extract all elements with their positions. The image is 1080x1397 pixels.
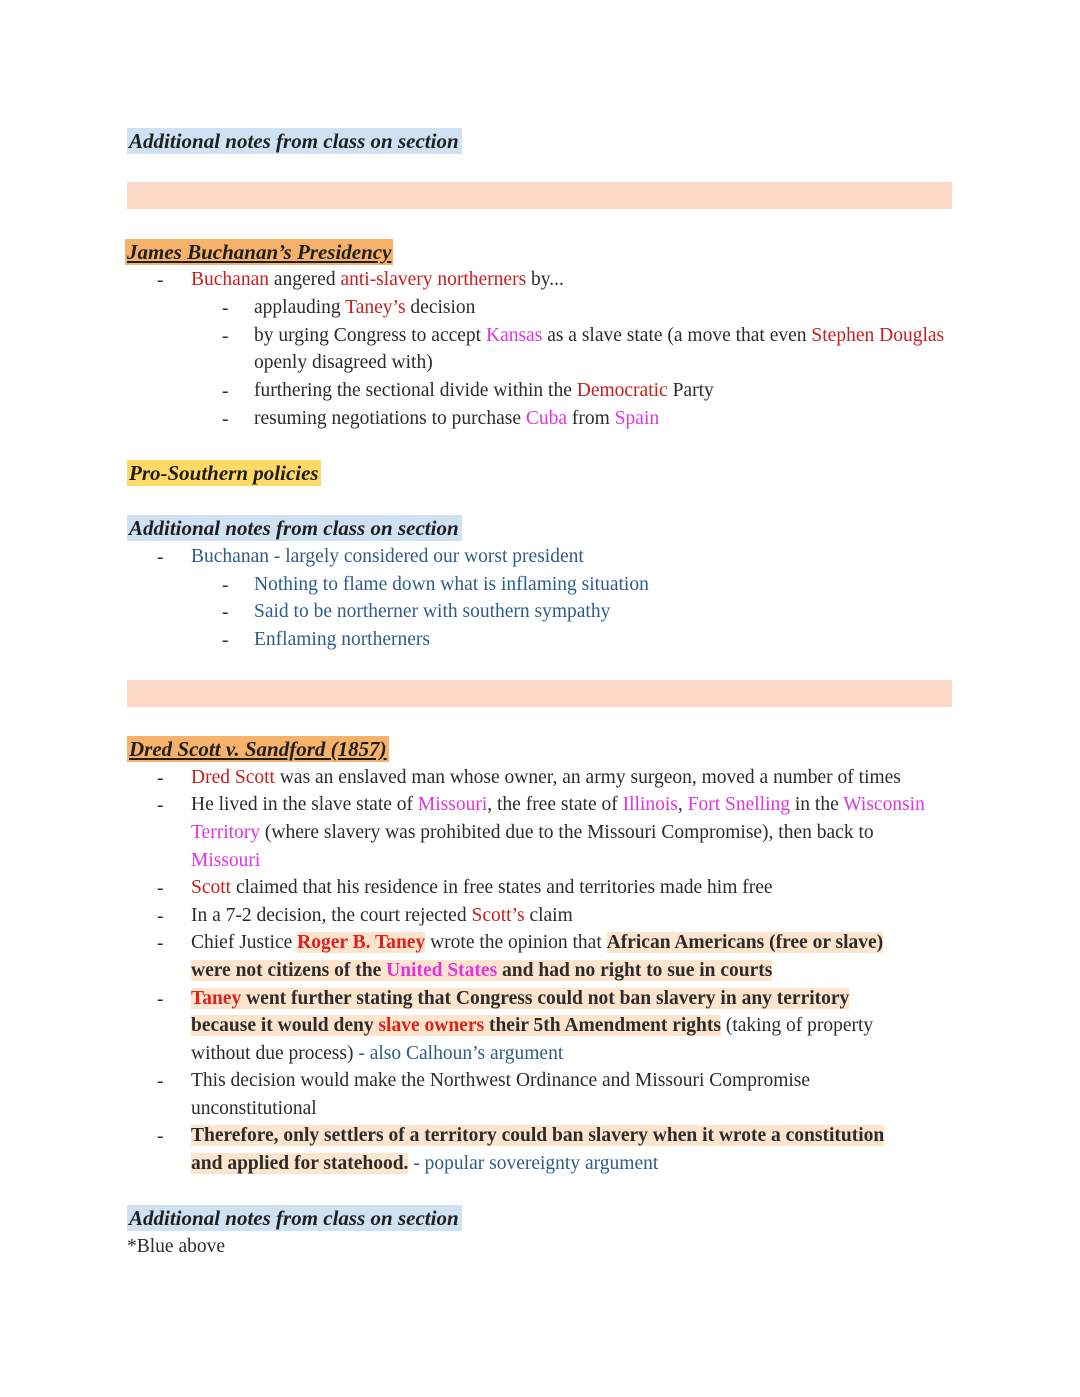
bullet-dash: - [222, 575, 229, 596]
class-note-1: Buchanan - largely considered our worst president [191, 546, 584, 567]
dred-bullet-8: Therefore, only settlers of a territory could ban slavery when it wrote a constitution [191, 1125, 885, 1146]
buchanan-sub-3: furthering the sectional divide within the Democratic Party [254, 380, 714, 401]
bullet-dash: - [157, 270, 164, 291]
dred-bullet-1: Dred Scott was an enslaved man whose owner, an army surgeon, moved a number of times [191, 767, 901, 788]
bullet-dash: - [157, 768, 164, 789]
dred-scott-heading: Dred Scott v. Sandford (1857) [129, 737, 387, 761]
bullet-dash: - [222, 381, 229, 402]
dred-bullet-4: In a 7-2 decision, the court rejected Scott’s claim [191, 905, 573, 926]
additional-notes-heading: Additional notes from class on section [127, 515, 462, 541]
dred-bullet-7: This decision would make the Northwest Ordinance and Missouri Compromise [191, 1070, 811, 1091]
bullet-dash: - [222, 298, 229, 319]
class-note-sub-1: Nothing to flame down what is inflaming situation [254, 574, 649, 595]
bullet-dash: - [157, 989, 164, 1010]
bullet-dash: - [157, 547, 164, 568]
bullet-dash: - [222, 326, 229, 347]
dred-bullet-8-cont: and applied for statehood. - popular sovereignty argument [191, 1153, 659, 1174]
class-note-sub-3: Enflaming northerners [254, 629, 430, 650]
additional-notes-heading: Additional notes from class on section [127, 128, 462, 154]
buchanan-sub-2-cont: openly disagreed with) [254, 352, 433, 373]
bullet-dash: - [157, 906, 164, 927]
bullet-dash: - [157, 795, 164, 816]
buchanan-line-1: Buchanan angered anti-slavery northerners by... [191, 269, 564, 290]
buchanan-sub-1: applauding Taney’s decision [254, 297, 476, 318]
section-divider [127, 680, 952, 707]
dred-bullet-7-cont: unconstitutional [191, 1098, 317, 1119]
dred-bullet-5: Chief Justice Roger B. Taney wrote the opinion that African Americans (free or slave) [191, 932, 884, 953]
bullet-dash: - [222, 602, 229, 623]
dred-bullet-3: Scott claimed that his residence in free states and territories made him free [191, 877, 773, 898]
bullet-dash: - [157, 1071, 164, 1092]
additional-notes-heading: Additional notes from class on section [127, 1205, 462, 1231]
buchanan-sub-2: by urging Congress to accept Kansas as a slave state (a move that even Stephen Douglas [254, 325, 945, 346]
pro-southern-heading: Pro-Southern policies [129, 461, 319, 485]
dred-bullet-2-cont-2: Missouri [191, 850, 261, 871]
class-note-sub-2: Said to be northerner with southern sympathy [254, 601, 611, 622]
section-divider [127, 182, 952, 209]
dred-bullet-2-cont: Territory (where slavery was prohibited due to the Missouri Compromise), then back to [191, 822, 874, 843]
dred-bullet-2: He lived in the slave state of Missouri, the free state of Illinois, Fort Snelling in the Wisconsin [191, 794, 925, 815]
buchanan-heading: James Buchanan’s Presidency [127, 240, 392, 264]
bullet-dash: - [222, 630, 229, 651]
dred-bullet-6-cont: because it would deny slave owners their 5th Amendment rights (taking of property [191, 1015, 874, 1036]
dred-bullet-5-cont: were not citizens of the United States and had no right to sue in courts [191, 960, 773, 981]
dred-bullet-6-cont-2: without due process) - also Calhoun’s argument [191, 1043, 564, 1064]
final-note: *Blue above [127, 1236, 226, 1257]
buchanan-sub-4: resuming negotiations to purchase Cuba from Spain [254, 408, 660, 429]
dred-bullet-6: Taney went further stating that Congress could not ban slavery in any territory [191, 988, 850, 1009]
bullet-dash: - [157, 1126, 164, 1147]
bullet-dash: - [222, 409, 229, 430]
bullet-dash: - [157, 878, 164, 899]
bullet-dash: - [157, 933, 164, 954]
